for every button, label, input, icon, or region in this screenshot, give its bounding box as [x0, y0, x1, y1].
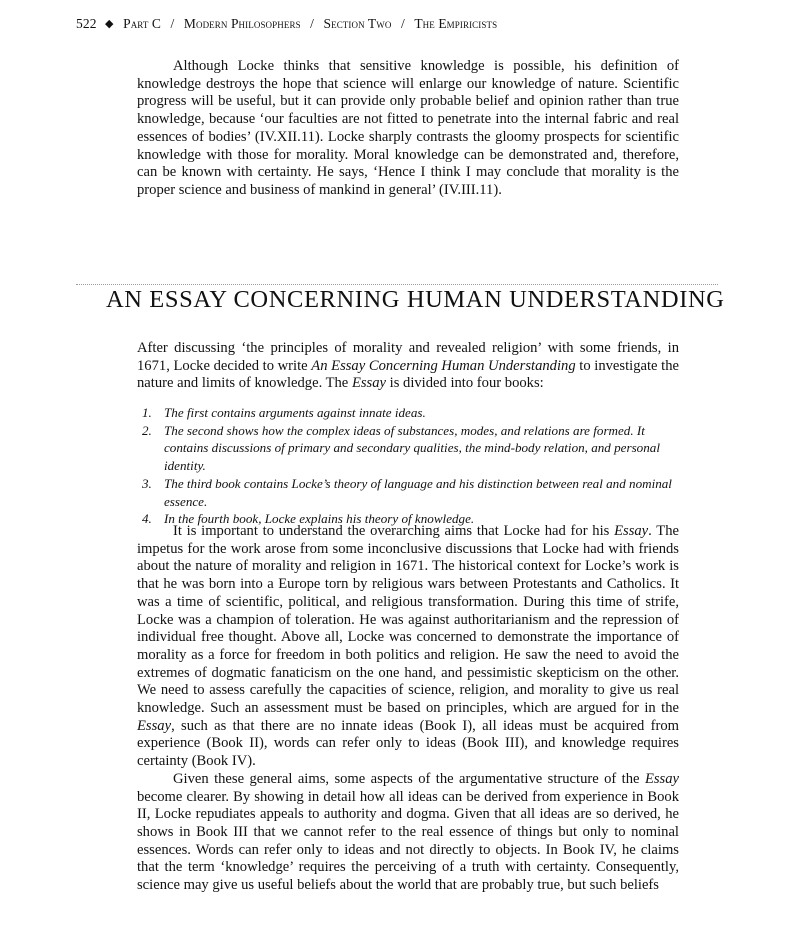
- body-text-run: , such as that there are no innate ideas (Book I), all ideas must be acquired from experience (Book II), words can refer only to ideas (Book III), and knowledge requires certainty (Book IV).: [137, 717, 679, 770]
- essay-italic: Essay: [644, 770, 679, 787]
- separator: /: [310, 16, 315, 31]
- essay-italic: Essay: [614, 523, 649, 539]
- essay-intro-text: is divided into four books:: [386, 375, 544, 392]
- list-item: [137, 475, 683, 510]
- body-text-run: Given these general aims, some aspects of the argumentative structure of the: [173, 770, 645, 787]
- essay-italic: Essay: [351, 375, 386, 392]
- separator: /: [170, 16, 175, 31]
- diamond-icon: ◆: [105, 18, 114, 30]
- body-text: [137, 523, 679, 895]
- books-list: [137, 404, 683, 528]
- list-item-text: The third book contains Locke’s theory of language and his distinction between real and nominal essence.: [164, 475, 672, 509]
- separator: /: [400, 16, 405, 31]
- section-label: Section Two: [323, 16, 392, 31]
- essay-italic: Essay: [137, 717, 172, 734]
- body-text-run: . The impetus for the work arose from some inconclusive discussions that Locke had with friends about the nature of morality and religion in 1671. The historical context for Locke’s work is that he was born into a Europe torn by religious wars between Protestants and Catholics. It was a time of scientific, political, and religious transformation. During this time of strife, Locke was a champion of toleration. He was against authoritarianism and the repression of individual free thought. Above all, Locke was concerned to demonstrate the importance of morality as a force for freedom in both politics and religion. He saw the need to avoid the extremes of dogmatic fanaticism on the one hand, and pessimistic skepticism on the other. We need to assess carefully the capacities of science, religion, and morality to give us real knowledge. Such an assessment must be based on principles, which are argued for in the: [137, 523, 679, 717]
- running-head: [76, 16, 497, 32]
- list-item-text: The first contains arguments against innate ideas.: [164, 405, 426, 420]
- list-item-text: In the fourth book, Locke explains his theory of knowledge.: [164, 511, 475, 527]
- list-item: [137, 422, 683, 475]
- list-number: 1.: [142, 405, 152, 420]
- list-number: 2.: [142, 422, 152, 438]
- essay-intro-text: After discussing ‘the principles of morality and revealed religion’ with some friends, in 1671, Locke decided to write: [137, 340, 679, 374]
- paragraph-locke-aims: [137, 523, 679, 771]
- paragraph-essay-intro: [137, 340, 679, 393]
- part-label: Part C: [123, 16, 162, 31]
- essay-intro-text: to investigate the nature and limits of knowledge. The: [137, 357, 679, 392]
- essay-title-italic: An Essay Concerning Human Understanding: [311, 357, 576, 374]
- paragraph-sensitive-knowledge: Although Locke thinks that sensitive knowledge is possible, his definition of knowledge destroys the hope that science will enlarge our knowledge of nature. Scientific progress will be useful, but it can provide only probable belief and opinion rather than true knowledge, because ‘our faculties are not fitted to penetrate into the internal fabric and real essences of bodies’ (IV.XII.11). Locke sharply contrasts the gloomy prospects for scientific knowledge with those for morality. Moral knowledge can be demonstrated and, therefore, can be known with certainty. He says, ‘Hence I think I may conclude that morality is the proper science and business of mankind in general’ (IV.III.11).: [137, 58, 679, 198]
- list-number: 3.: [142, 475, 152, 491]
- body-text-run: become clearer. By showing in detail how all ideas can be derived from experience in Book II, Locke repudiates appeals to authority and dogma. Given that all ideas are so derived, he shows in Book III that we cannot refer to the real essence of things but only to nominal essences. Words can refer only to ideas and not directly to objects. In Book IV, he claims that the term ‘knowledge’ requires the perceiving of a truth with certainty. Consequently, science may give us useful beliefs about the world that are probably true, but such beliefs: [137, 788, 679, 894]
- list-item-text: The second shows how the complex ideas of substances, modes, and relations are formed. It contains discussions of primary and secondary qualities, the mind-body relation, and personal identity.: [164, 422, 660, 474]
- list-number: 4.: [142, 511, 152, 527]
- section-title: The Empiricists: [414, 16, 498, 31]
- section-divider: [76, 284, 718, 285]
- paragraph-argument-structure: [137, 771, 679, 895]
- list-item: [137, 404, 683, 422]
- body-text-run: It is important to understand the overarching aims that Locke had for his: [173, 523, 615, 539]
- page-number: 522: [76, 16, 97, 31]
- section-heading: AN ESSAY CONCERNING HUMAN UNDERSTANDING: [106, 286, 725, 313]
- book-title: Modern Philosophers: [183, 16, 301, 31]
